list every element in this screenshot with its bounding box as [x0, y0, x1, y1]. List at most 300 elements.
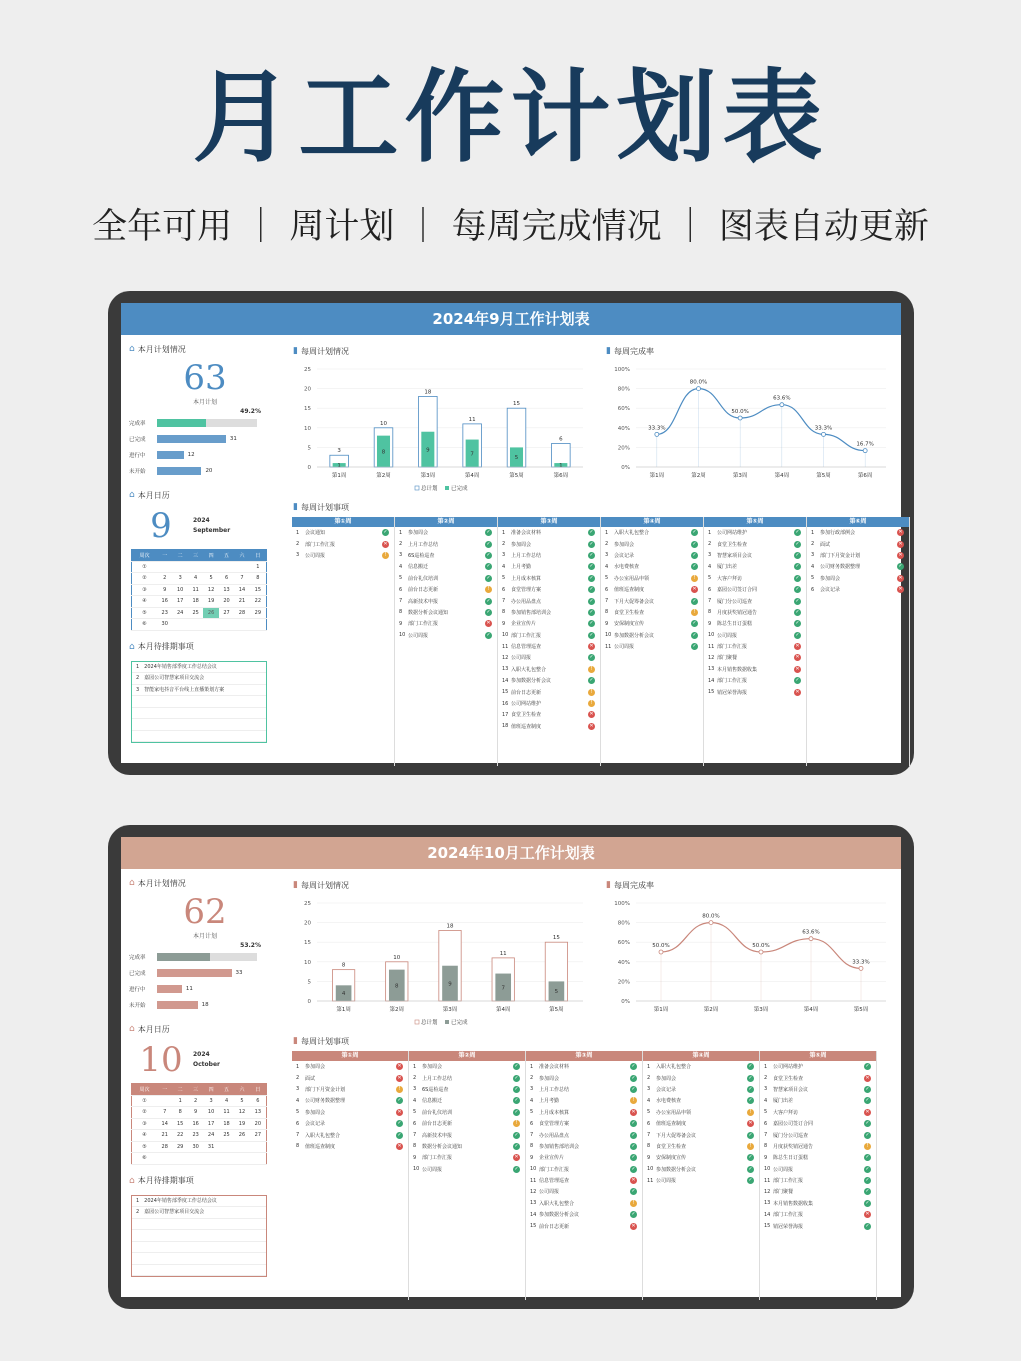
task-row[interactable] — [601, 527, 703, 538]
summary-row — [129, 981, 281, 997]
task-row[interactable] — [409, 1072, 525, 1083]
rate-chart-heading — [606, 879, 896, 891]
pending-item[interactable]: 2 嘉园公司智慧家项目交流会 — [132, 1207, 266, 1219]
calendar-day[interactable]: 9 — [157, 584, 172, 596]
calendar-day[interactable]: 18 — [219, 1118, 234, 1130]
task-row[interactable] — [526, 1175, 642, 1186]
task-name: 参加周会 — [511, 541, 532, 548]
task-row[interactable] — [526, 1084, 642, 1095]
calendar-day[interactable]: 18 — [188, 596, 203, 608]
calendar-day[interactable]: 8 — [172, 1107, 187, 1119]
task-row[interactable] — [526, 1129, 642, 1140]
task-name: 大客户拜访 — [773, 1109, 799, 1116]
task-row[interactable] — [643, 1095, 759, 1106]
empty-task-row — [292, 618, 394, 629]
calendar-day[interactable] — [219, 1141, 234, 1153]
empty-task-row — [292, 1255, 408, 1266]
task-row[interactable] — [760, 1198, 876, 1209]
task-row[interactable] — [704, 618, 806, 629]
task-row[interactable] — [704, 607, 806, 618]
task-row[interactable] — [760, 1084, 876, 1095]
calendar-day[interactable] — [234, 1153, 249, 1165]
task-row[interactable] — [704, 630, 806, 641]
calendar-day[interactable]: 17 — [172, 596, 187, 608]
task-row[interactable] — [498, 675, 600, 686]
calendar-day[interactable]: 9 — [188, 1107, 203, 1119]
pending-icon: ! — [588, 666, 595, 673]
task-row[interactable] — [601, 607, 703, 618]
task-row[interactable] — [395, 561, 497, 572]
task-name: 食堂卫生检查 — [656, 1143, 687, 1150]
task-row[interactable] — [526, 1107, 642, 1118]
task-row[interactable] — [498, 709, 600, 720]
task-name: 值班巡查制度 — [305, 1143, 336, 1150]
task-row[interactable] — [292, 527, 394, 538]
task-row[interactable] — [601, 630, 703, 641]
task-name: 部门工作汇报 — [422, 1155, 453, 1162]
calendar-day[interactable]: 4 — [188, 573, 203, 585]
task-row[interactable] — [292, 1129, 408, 1140]
task-row[interactable] — [760, 1152, 876, 1163]
task-index: 18 — [502, 723, 509, 730]
task-row[interactable] — [760, 1175, 876, 1186]
rate-point-label: 80.0% — [702, 913, 720, 920]
task-row[interactable] — [704, 550, 806, 561]
task-row[interactable] — [601, 573, 703, 584]
task-row[interactable] — [395, 630, 497, 641]
bar-total-label: 8 — [341, 962, 346, 969]
task-row[interactable] — [395, 595, 497, 606]
task-row[interactable] — [409, 1164, 525, 1175]
calendar-day[interactable]: 11 — [219, 1107, 234, 1119]
calendar-day[interactable]: 30 — [188, 1141, 203, 1153]
calendar-day[interactable] — [172, 561, 187, 573]
y-tick-label: 80% — [617, 386, 630, 393]
task-row[interactable] — [292, 1061, 408, 1072]
calendar-day[interactable]: 3 — [172, 573, 187, 585]
task-name: 厦门出差 — [773, 1098, 794, 1105]
task-row[interactable] — [292, 1107, 408, 1118]
task-row[interactable] — [643, 1141, 759, 1152]
task-row[interactable] — [292, 1084, 408, 1095]
calendar-day[interactable] — [219, 561, 234, 573]
calendar-day[interactable]: 10 — [203, 1107, 218, 1119]
calendar-day[interactable] — [188, 619, 203, 631]
calendar-day[interactable]: 2 — [188, 1095, 203, 1107]
task-row[interactable] — [526, 1198, 642, 1209]
calendar-day[interactable]: 25 — [219, 1130, 234, 1142]
task-row[interactable] — [643, 1118, 759, 1129]
task-row[interactable] — [760, 1061, 876, 1072]
task-row[interactable] — [760, 1220, 876, 1231]
calendar-day[interactable]: 1 — [172, 1095, 187, 1107]
calendar-day[interactable] — [219, 619, 234, 631]
task-index: 9 — [647, 1154, 651, 1161]
calendar-day[interactable] — [172, 1153, 187, 1165]
calendar-day[interactable]: 16 — [157, 596, 172, 608]
task-row[interactable] — [409, 1118, 525, 1129]
weekly-rate-svg — [606, 357, 896, 497]
calendar-day[interactable]: 21 — [234, 596, 249, 608]
task-name: 公司网站维护 — [717, 530, 748, 537]
task-index: 15 — [764, 1223, 771, 1230]
task-row[interactable] — [760, 1209, 876, 1220]
calendar-day[interactable]: 4 — [219, 1095, 234, 1107]
bar-total-label: 18 — [424, 389, 432, 396]
calendar-day[interactable] — [250, 1153, 267, 1165]
task-row[interactable] — [704, 561, 806, 572]
task-row[interactable] — [704, 652, 806, 663]
task-row[interactable] — [760, 1164, 876, 1175]
check-icon: ✓ — [795, 563, 800, 570]
calendar-day[interactable]: 20 — [250, 1118, 267, 1130]
pending-icon: ! — [630, 1200, 637, 1207]
task-row[interactable] — [395, 527, 497, 538]
task-row[interactable] — [526, 1118, 642, 1129]
task-row[interactable] — [526, 1072, 642, 1083]
task-row[interactable] — [395, 538, 497, 549]
task-row[interactable] — [409, 1095, 525, 1106]
task-row[interactable] — [292, 1072, 408, 1083]
bar-total-label: 10 — [393, 954, 401, 961]
task-row[interactable] — [643, 1152, 759, 1163]
task-row[interactable] — [409, 1084, 525, 1095]
empty-task-row — [292, 1209, 408, 1220]
task-index: 10 — [502, 632, 509, 639]
task-row[interactable] — [526, 1152, 642, 1163]
task-row[interactable] — [498, 550, 600, 561]
calendar-day[interactable]: 27 — [219, 607, 234, 619]
task-row[interactable] — [760, 1186, 876, 1197]
task-row[interactable] — [704, 584, 806, 595]
task-row[interactable] — [807, 527, 909, 538]
task-index: 4 — [502, 563, 506, 570]
task-name: 企业宣传片 — [511, 621, 537, 628]
task-row[interactable] — [292, 1141, 408, 1152]
calendar-day[interactable]: 17 — [203, 1118, 218, 1130]
weekly-bar-svg — [293, 891, 593, 1031]
calendar-day[interactable]: 26 — [203, 607, 218, 619]
calendar-day[interactable] — [188, 1153, 203, 1165]
pending-item[interactable]: 3 智能家电抖音平台线上直播策划方案 — [132, 685, 266, 697]
task-index: 6 — [399, 586, 403, 593]
check-icon: ✓ — [795, 620, 800, 627]
task-row[interactable] — [760, 1072, 876, 1083]
calendar-day[interactable]: 16 — [188, 1118, 203, 1130]
calendar-day[interactable] — [250, 619, 267, 631]
calendar-day[interactable]: 19 — [234, 1118, 249, 1130]
task-name: 食堂管理方案 — [511, 587, 542, 594]
task-row[interactable] — [807, 550, 909, 561]
calendar-day[interactable]: 22 — [250, 596, 267, 608]
calendar-day[interactable] — [203, 619, 218, 631]
bar-done-label: 7 — [501, 985, 505, 992]
calendar-day[interactable] — [157, 1153, 172, 1165]
calendar-day[interactable]: 14 — [157, 1118, 172, 1130]
calendar-day[interactable]: 15 — [172, 1118, 187, 1130]
task-row[interactable] — [395, 573, 497, 584]
task-row[interactable] — [498, 595, 600, 606]
calendar-day[interactable]: 14 — [234, 584, 249, 596]
check-icon: ✓ — [631, 1120, 636, 1127]
task-name: 高新技术申报 — [408, 598, 439, 605]
task-row[interactable] — [760, 1129, 876, 1140]
task-row[interactable] — [643, 1175, 759, 1186]
calendar-day[interactable]: 13 — [219, 584, 234, 596]
calendar-day[interactable]: 15 — [250, 584, 267, 596]
summary-row — [129, 431, 281, 447]
calendar-day[interactable]: 26 — [234, 1130, 249, 1142]
task-row[interactable] — [498, 573, 600, 584]
task-row[interactable] — [526, 1209, 642, 1220]
check-icon: ✓ — [486, 529, 491, 536]
calendar-day[interactable]: 8 — [250, 573, 267, 585]
empty-task-row — [292, 1198, 408, 1209]
calendar-day[interactable]: 7 — [157, 1107, 172, 1119]
pending-item[interactable]: 1 2024年销售部季度工作总结会议 — [132, 1196, 266, 1208]
task-row[interactable] — [760, 1095, 876, 1106]
task-row[interactable] — [704, 538, 806, 549]
task-row[interactable] — [526, 1164, 642, 1175]
empty-task-row — [704, 709, 806, 720]
task-row[interactable] — [292, 1118, 408, 1129]
task-name: 公司周报 — [408, 632, 429, 639]
task-name: 公司网站维护 — [773, 1064, 804, 1071]
task-row[interactable] — [498, 561, 600, 572]
task-row[interactable] — [498, 664, 600, 675]
calendar-year-month — [193, 516, 230, 536]
pending-item[interactable]: 1 2024年销售部季度工作总结会议 — [132, 662, 266, 674]
task-name: 销冠荣誉海报 — [717, 689, 748, 696]
task-row[interactable] — [498, 618, 600, 629]
calendar-day[interactable]: 28 — [157, 1141, 172, 1153]
task-row[interactable] — [498, 538, 600, 549]
check-icon: ✓ — [486, 574, 491, 581]
task-name: 上月考勤 — [511, 564, 532, 571]
task-row[interactable] — [760, 1118, 876, 1129]
task-name: 厦门出差 — [717, 564, 738, 571]
calendar-day[interactable] — [172, 619, 187, 631]
calendar-day[interactable] — [234, 619, 249, 631]
calendar-day[interactable]: 25 — [188, 607, 203, 619]
calendar-day[interactable]: 29 — [250, 607, 267, 619]
calendar-day[interactable]: 31 — [203, 1141, 218, 1153]
calendar-week-row — [132, 1141, 267, 1153]
calendar-day[interactable]: 24 — [203, 1130, 218, 1142]
cross-icon: ✕ — [631, 1108, 636, 1115]
calendar-weekday: 一 — [157, 550, 172, 562]
calendar-day[interactable]: 24 — [172, 607, 187, 619]
calendar-weekday: 四 — [203, 550, 218, 562]
task-row[interactable] — [395, 550, 497, 561]
task-row[interactable] — [643, 1061, 759, 1072]
task-row[interactable] — [704, 641, 806, 652]
task-row[interactable] — [643, 1129, 759, 1140]
task-row[interactable] — [498, 641, 600, 652]
task-index: 12 — [502, 654, 509, 661]
task-index: 8 — [502, 609, 506, 616]
check-icon: ✓ — [631, 1165, 636, 1172]
task-row[interactable] — [498, 721, 600, 732]
calendar-day[interactable] — [203, 1153, 218, 1165]
calendar-day[interactable]: 13 — [250, 1107, 267, 1119]
calendar-day[interactable]: 7 — [234, 573, 249, 585]
calendar-day[interactable]: 12 — [203, 584, 218, 596]
task-row[interactable] — [807, 573, 909, 584]
empty-task-row — [643, 1232, 759, 1243]
empty-task-row — [292, 1186, 408, 1197]
calendar-day[interactable]: 30 — [157, 619, 172, 631]
calendar-day[interactable] — [188, 561, 203, 573]
calendar-day[interactable]: 23 — [188, 1130, 203, 1142]
empty-task-row — [292, 1289, 408, 1300]
task-row[interactable] — [526, 1186, 642, 1197]
task-row[interactable] — [807, 561, 909, 572]
calendar-day[interactable]: 11 — [188, 584, 203, 596]
task-row[interactable] — [601, 618, 703, 629]
calendar-day[interactable]: 21 — [157, 1130, 172, 1142]
task-index: 9 — [605, 620, 609, 627]
task-row[interactable] — [498, 652, 600, 663]
empty-task-row — [292, 1243, 408, 1254]
calendar-day[interactable]: 5 — [234, 1095, 249, 1107]
task-row[interactable] — [395, 618, 497, 629]
task-row[interactable] — [704, 573, 806, 584]
calendar-day[interactable] — [157, 561, 172, 573]
week-task-header: 第③周 — [526, 1051, 642, 1061]
task-row[interactable] — [498, 607, 600, 618]
calendar-day[interactable] — [250, 1141, 267, 1153]
task-index: 3 — [413, 1086, 417, 1093]
calendar-weekday: 周次 — [132, 1084, 158, 1096]
task-row[interactable] — [409, 1129, 525, 1140]
sheet-screen — [121, 837, 901, 1297]
calendar-day[interactable] — [157, 1095, 172, 1107]
empty-task-row — [643, 1266, 759, 1277]
pending-item[interactable]: 2 嘉园公司智慧家项目交流会 — [132, 673, 266, 685]
task-row[interactable] — [807, 584, 909, 595]
task-row[interactable] — [292, 538, 394, 549]
task-row[interactable] — [526, 1141, 642, 1152]
check-icon: ✓ — [486, 597, 491, 604]
task-row[interactable] — [643, 1107, 759, 1118]
task-row[interactable] — [601, 584, 703, 595]
task-row[interactable] — [292, 1095, 408, 1106]
calendar-day[interactable]: 12 — [234, 1107, 249, 1119]
task-name: 办公室用品申领 — [614, 575, 650, 582]
weekly-chart-heading — [293, 345, 593, 357]
task-row[interactable] — [498, 584, 600, 595]
calendar-day[interactable]: 2 — [157, 573, 172, 585]
check-icon: ✓ — [795, 631, 800, 638]
task-row[interactable] — [704, 675, 806, 686]
calendar-day[interactable] — [234, 561, 249, 573]
task-row[interactable] — [409, 1107, 525, 1118]
task-row[interactable] — [498, 698, 600, 709]
calendar-day[interactable]: 22 — [172, 1130, 187, 1142]
task-row[interactable] — [498, 527, 600, 538]
task-row[interactable] — [409, 1152, 525, 1163]
calendar-day[interactable] — [203, 561, 218, 573]
task-row[interactable] — [292, 550, 394, 561]
calendar-grid — [131, 549, 267, 631]
task-row[interactable] — [760, 1107, 876, 1118]
week-task-column — [704, 517, 807, 766]
task-row[interactable] — [643, 1164, 759, 1175]
task-row[interactable] — [643, 1084, 759, 1095]
task-row[interactable] — [601, 641, 703, 652]
task-name: 本月销售数据收集 — [773, 1200, 814, 1207]
task-row[interactable] — [601, 595, 703, 606]
calendar-day[interactable] — [234, 1141, 249, 1153]
summary-row-value: 12 — [187, 452, 195, 458]
empty-task-row — [643, 1277, 759, 1288]
task-row[interactable] — [704, 595, 806, 606]
task-row[interactable] — [704, 527, 806, 538]
calendar-day[interactable]: 10 — [172, 584, 187, 596]
task-name: 公司周报 — [656, 1178, 677, 1185]
empty-task-row — [760, 1232, 876, 1243]
task-row[interactable] — [704, 686, 806, 697]
rate-point — [822, 432, 826, 436]
empty-task-row — [292, 698, 394, 709]
task-index: 9 — [764, 1154, 768, 1161]
calendar-day[interactable]: 5 — [203, 573, 218, 585]
task-row[interactable] — [526, 1220, 642, 1231]
calendar-week-number: ② — [132, 573, 158, 585]
calendar-day[interactable]: 29 — [172, 1141, 187, 1153]
cross-icon: ✕ — [631, 1177, 636, 1184]
task-name: 数据分析会议通知 — [422, 1143, 463, 1150]
task-name: 公司周报 — [539, 1189, 560, 1196]
cross-icon: ✕ — [397, 1074, 402, 1081]
task-row[interactable] — [409, 1141, 525, 1152]
summary-row-label: 已完成 — [129, 971, 146, 977]
task-name: 入职大礼包整合 — [539, 1200, 575, 1207]
calendar-day[interactable]: 3 — [203, 1095, 218, 1107]
calendar-day[interactable]: 27 — [250, 1130, 267, 1142]
task-row[interactable] — [498, 686, 600, 697]
task-row[interactable] — [526, 1061, 642, 1072]
calendar-day[interactable] — [219, 1153, 234, 1165]
pending-icon: ! — [588, 689, 595, 696]
task-row[interactable] — [526, 1095, 642, 1106]
task-row[interactable] — [704, 664, 806, 675]
task-row[interactable] — [601, 550, 703, 561]
task-row[interactable] — [601, 561, 703, 572]
calendar-day[interactable]: 1 — [250, 561, 267, 573]
task-row[interactable] — [409, 1061, 525, 1072]
rate-chart-label: 每周完成率 — [613, 880, 654, 890]
task-row[interactable] — [395, 607, 497, 618]
calendar-day[interactable]: 6 — [250, 1095, 267, 1107]
task-index: 2 — [399, 541, 403, 548]
calendar-day[interactable]: 23 — [157, 607, 172, 619]
task-row[interactable] — [395, 584, 497, 595]
task-row[interactable] — [498, 630, 600, 641]
calendar-day[interactable]: 6 — [219, 573, 234, 585]
task-row[interactable] — [643, 1072, 759, 1083]
calendar-day[interactable]: 28 — [234, 607, 249, 619]
task-row[interactable] — [760, 1141, 876, 1152]
bar-total-label: 6 — [559, 436, 563, 443]
cross-icon: ✕ — [865, 1108, 870, 1115]
calendar-day[interactable]: 20 — [219, 596, 234, 608]
calendar-day[interactable]: 19 — [203, 596, 218, 608]
task-row[interactable] — [807, 538, 909, 549]
summary-section-label: 本月计划情况 — [137, 878, 186, 888]
task-row[interactable] — [601, 538, 703, 549]
